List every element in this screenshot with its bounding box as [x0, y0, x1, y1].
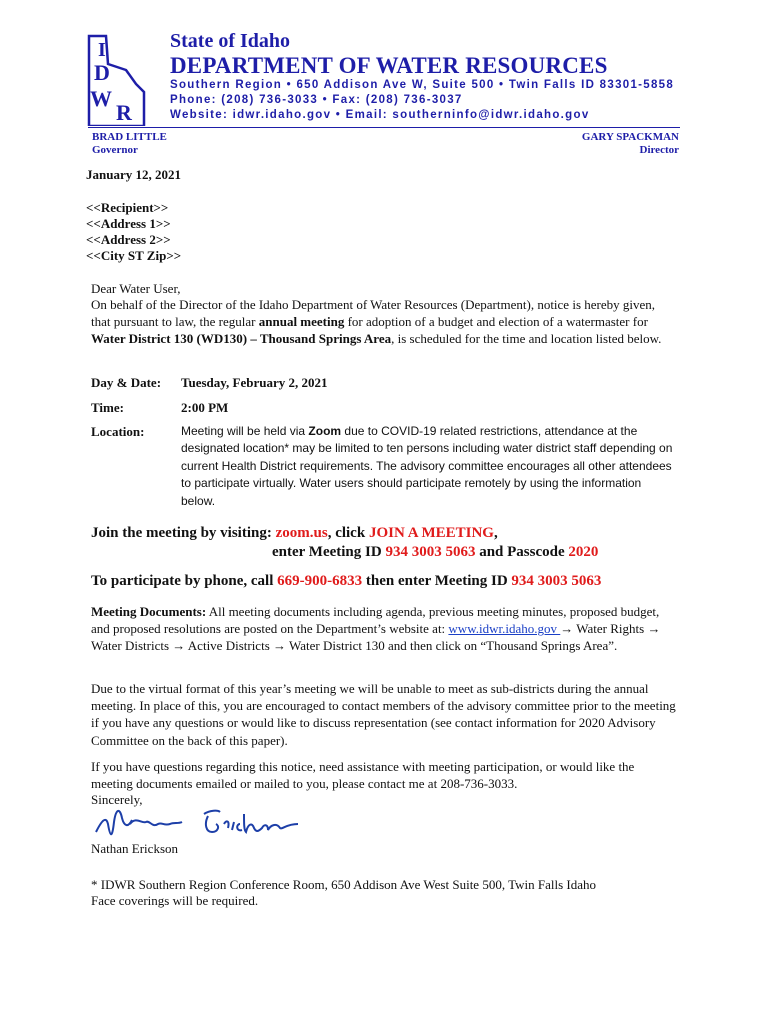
svg-text:R: R	[116, 100, 132, 125]
intro-paragraph: On behalf of the Director of the Idaho Department of Water Resources (Department), notice is hereby given, that pursuant to law, the regular annual meeting for adoption of a budget and election of a watermaster for Water District 130 (WD130) – Thousand Springs Area, is scheduled for the time and location listed below.	[91, 297, 662, 347]
location-details: Meeting will be held via Zoom due to COVID-19 related restrictions, attendance at the designated location* may be limited to ten persons including water district staff depending on current Health District requirements. The advisory committee encourages all other attendees to participate virtually. Water users should participate remotely by using the information below.	[181, 424, 673, 508]
website-link[interactable]: www.idwr.idaho.gov	[448, 621, 561, 637]
letterhead-state: State of Idaho	[170, 30, 291, 52]
arrow-icon: →	[273, 638, 287, 654]
director-title: Director	[639, 144, 679, 156]
recipient-line: <<Recipient>>	[86, 200, 169, 215]
zoom-link[interactable]: zoom.us	[275, 525, 328, 541]
closing: Sincerely,	[91, 792, 143, 807]
svg-text:W: W	[90, 86, 112, 111]
letterhead-web: Website: idwr.idaho.gov • Email: southerninfo@idwr.idaho.gov	[170, 109, 590, 121]
address-1-line: <<Address 1>>	[86, 216, 171, 231]
governor-title: Governor	[92, 144, 138, 156]
idwr-logo	[86, 34, 146, 126]
signature-image	[92, 802, 312, 844]
location-label: Location:	[91, 424, 145, 439]
virtual-format-paragraph: Due to the virtual format of this year’s meeting we will be unable to meet as sub-districts during the annual meeting. In place of this, you are encouraged to contact members of the advisory committee prior to the meeting if you have any questions or would like to discuss representation (see contact information for 2020 Advisory Committee on the back of this paper).	[91, 681, 676, 748]
join-meeting-text: JOIN A MEETING	[368, 525, 494, 541]
day-date-value: Tuesday, February 2, 2021	[181, 375, 328, 390]
time-label: Time:	[91, 400, 124, 415]
footnote-location: * IDWR Southern Region Conference Room, 650 Addison Ave West Suite 500, Twin Falls Idaho	[91, 877, 597, 892]
arrow-icon: →	[647, 621, 661, 637]
letter-date: January 12, 2021	[86, 167, 181, 182]
governor-name: BRAD LITTLE	[92, 131, 167, 143]
letterhead-department: DEPARTMENT OF WATER RESOURCES	[170, 53, 608, 78]
footnote-face-coverings: Face coverings will be required.	[91, 893, 259, 908]
svg-text:D: D	[94, 60, 110, 85]
address-2-line: <<Address 2>>	[86, 232, 171, 247]
meeting-id-line: enter Meeting ID 934 3003 5063 and Passcode 2020	[272, 544, 599, 560]
svg-text:I: I	[98, 39, 106, 61]
letterhead-phone: Phone: (208) 736-3033 • Fax: (208) 736-3037	[170, 94, 463, 106]
signer-name: Nathan Erickson	[91, 841, 179, 856]
letterhead-rule	[88, 127, 680, 128]
time-value: 2:00 PM	[181, 400, 229, 415]
meeting-documents-paragraph: Meeting Documents: All meeting documents including agenda, previous meeting minutes, proposed budget, and proposed resolutions are posted on the Department’s website at: www.idwr.idaho.gov → Water Rights → Water Districts → Active Districts → Water District 130 and then click on “Thousand Springs Area”.	[91, 604, 661, 654]
letterhead-address: Southern Region • 650 Addison Ave W, Suite 500 • Twin Falls ID 83301-5858	[170, 79, 675, 91]
phone-participation-line: To participate by phone, call 669-900-6833 then enter Meeting ID 934 3003 5063	[91, 573, 602, 589]
city-state-zip-line: <<City ST Zip>>	[86, 248, 182, 263]
arrow-icon: →	[560, 621, 574, 637]
day-date-label: Day & Date:	[91, 375, 162, 390]
arrow-icon: →	[172, 638, 186, 654]
join-meeting-line: Join the meeting by visiting: zoom.us, click JOIN A MEETING,	[91, 525, 498, 541]
director-name: GARY SPACKMAN	[581, 131, 679, 143]
questions-paragraph: If you have questions regarding this notice, need assistance with meeting participation, or would like the meeting documents emailed or mailed to you, please contact me at 208-736-3033.	[91, 759, 635, 792]
salutation: Dear Water User,	[91, 281, 181, 296]
